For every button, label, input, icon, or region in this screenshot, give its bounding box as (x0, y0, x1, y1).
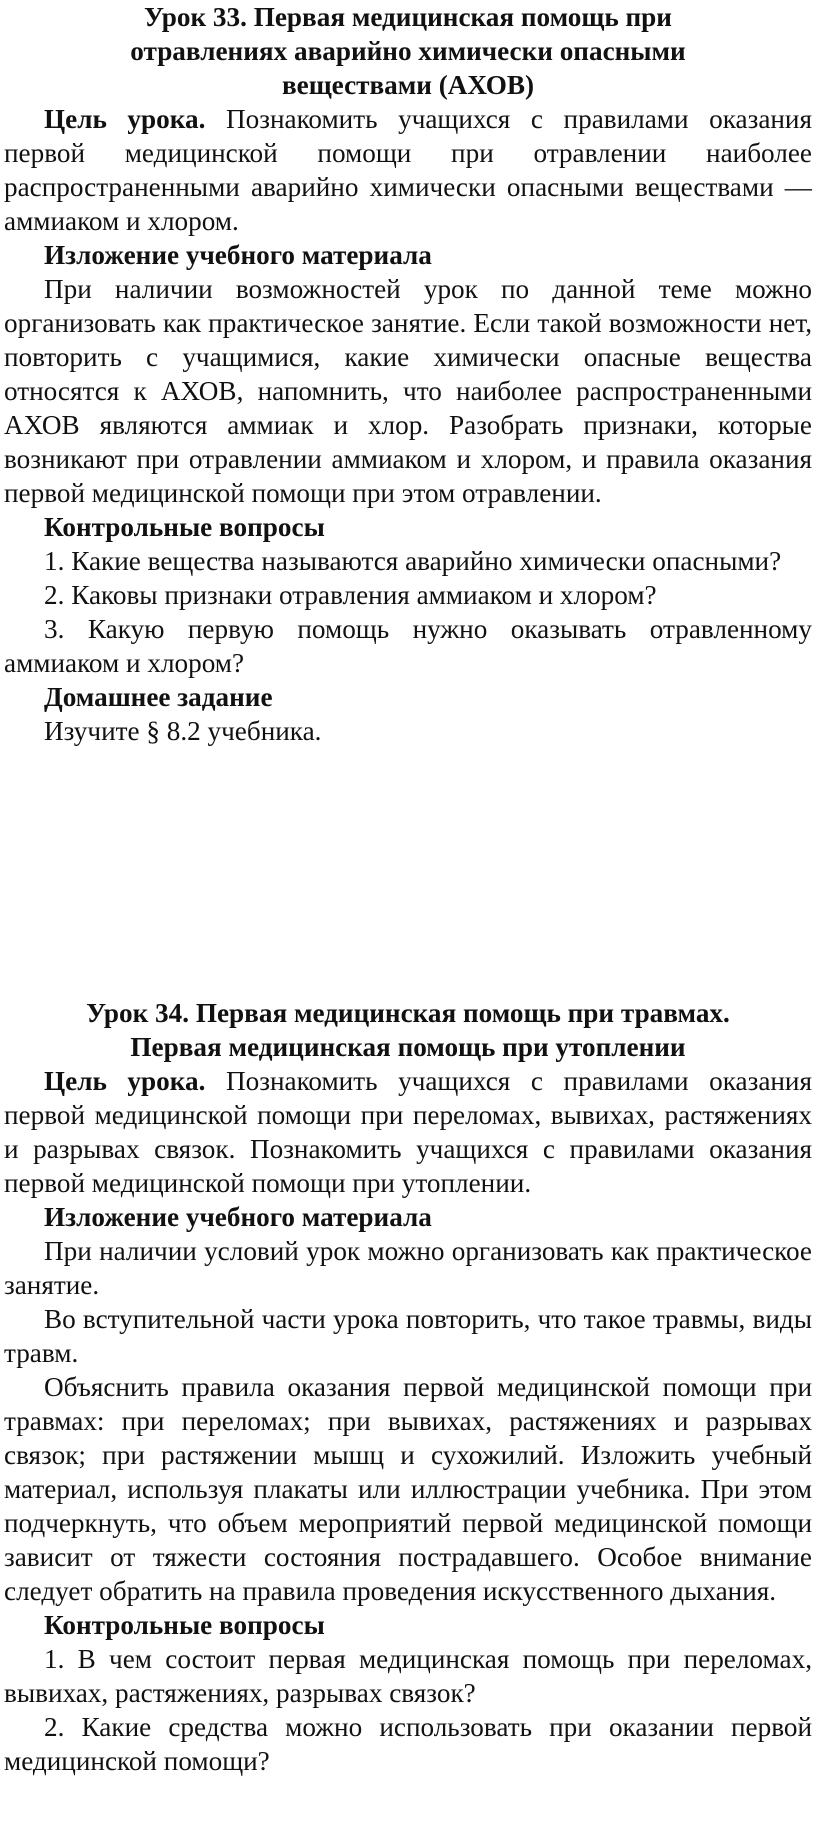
lesson-33-homework-text: Изучите § 8.2 учебника. (44, 716, 322, 746)
lesson-34-section (4, 996, 812, 1778)
lesson-33-questions-heading: Контрольные вопросы (44, 512, 325, 542)
goal-text: Познакомить учащихся с правилами оказания первой медицинской помощи при переломах, вывихах, растяжениях и разрывах связок. Познакомить учащихся с правилами оказания первой медицинской помощи при утоплении. (4, 1066, 812, 1198)
lesson-34-goal (4, 1064, 812, 1200)
material-paragraph: Во вступительной части урока повторить, что такое травмы, виды травм. (4, 1304, 812, 1368)
question-item: 3. Какую первую помощь нужно оказывать отравленному аммиаком и хлором? (4, 614, 812, 678)
goal-text: Познакомить учащихся с правилами оказания первой медицинской помощи при отравлении наиболее распространенными аварийно химически опасными веществами — аммиаком и хлором. (4, 104, 812, 236)
lesson-33-homework-heading: Домашнее задание (44, 682, 273, 712)
question-item: 2. Каковы признаки отравления аммиаком и хлором? (44, 580, 657, 610)
lesson-33-section (4, 0, 812, 748)
lesson-33-title (4, 0, 812, 102)
lesson-33-material-text: При наличии возможностей урок по данной теме можно организовать как практическое занятие. Если такой возможности нет, повторить с учащимися, какие химически опасные вещества относятся к АХОВ, напомнить, что наиболее распространенными АХОВ являются аммиак и хлор. Разобрать признаки, которые возникают при отравлении аммиаком и хлором, и правила оказания первой медицинской помощи при этом отравлении. (4, 274, 812, 508)
lesson-33-title-line: Урок 33. Первая медицинская помощь при (144, 2, 672, 32)
material-paragraph: При наличии условий урок можно организовать как практическое занятие. (4, 1236, 812, 1300)
goal-label: Цель урока. (44, 1066, 206, 1096)
question-item: 1. Какие вещества называются аварийно химически опасными? (44, 546, 782, 576)
goal-label: Цель урока. (44, 104, 206, 134)
lesson-33-goal (4, 102, 812, 238)
lesson-34-material-heading: Изложение учебного материала (44, 1202, 432, 1232)
question-item: 2. Какие средства можно использовать при оказании первой медицинской помощи? (4, 1712, 812, 1776)
lesson-33-title-line: отравлениях аварийно химически опасными (130, 36, 686, 66)
material-paragraph: Объяснить правила оказания первой медицинской помощи при травмах: при переломах; при вывихах, растяжениях и разрывах связок; при растяжении мышц и сухожилий. Изложить учебный материал, используя плакаты или иллюстрации учебника. При этом подчеркнуть, что объем мероприятий первой медицинской помощи зависит от тяжести состояния пострадавшего. Особое внимание следует обратить на правила проведения искусственного дыхания. (4, 1372, 812, 1606)
lesson-34-questions-heading: Контрольные вопросы (44, 1610, 325, 1640)
lesson-34-title (4, 996, 812, 1064)
lesson-33-title-line: веществами (АХОВ) (281, 70, 535, 100)
question-item: 1. В чем состоит первая медицинская помощь при переломах, вывихах, растяжениях, разрывах связок? (4, 1644, 812, 1708)
lesson-34-title-line: Урок 34. Первая медицинская помощь при травмах. (86, 998, 730, 1028)
lesson-33-material-heading: Изложение учебного материала (44, 240, 432, 270)
lesson-34-title-line: Первая медицинская помощь при утоплении (130, 1032, 686, 1062)
